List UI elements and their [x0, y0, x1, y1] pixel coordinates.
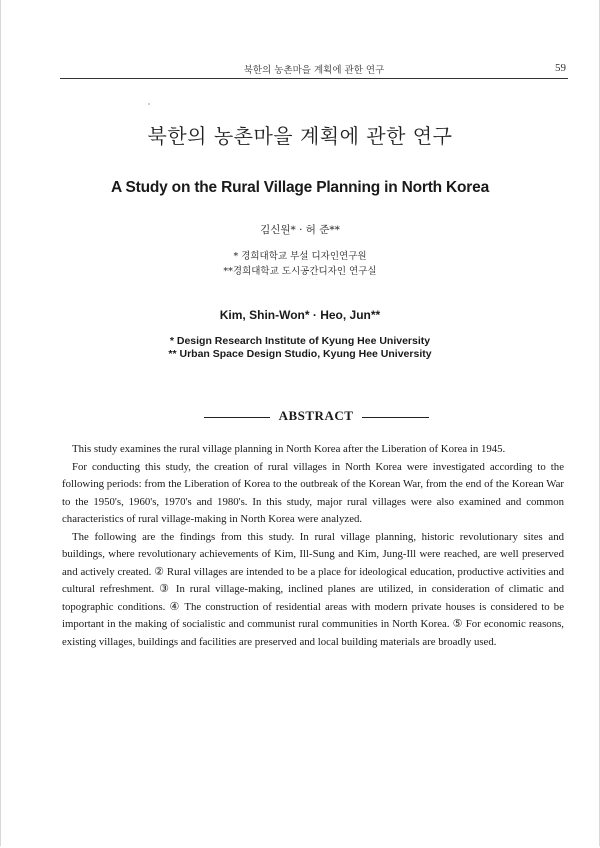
english-affiliation-1: * Design Research Institute of Kyung Hee University: [169, 335, 431, 347]
korean-authors: 김신원* · 허 준**: [260, 224, 340, 236]
english-title: A Study on the Rural Village Planning in North Korea: [110, 179, 489, 196]
abstract-paragraph-1: This study examines the rural village planning in North Korea after the Liberation of Korea in 1945.: [72, 443, 506, 455]
korean-affiliation-1: * 경희대학교 부설 디자인연구원: [233, 251, 367, 262]
korean-title: 북한의 농촌마을 계획에 관한 연구: [147, 124, 453, 148]
english-authors: Kim, Shin-Won* · Heo, Jun**: [219, 308, 381, 322]
abstract-paragraph-2: For conducting this study, the creation of rural villages in North Korea were investigated according to the following periods: from the Liberation of Korea to the outbreak of the Korean War, from the end of the Korean War to the 1950's, 1960's, 1970's and 1980's. In this study, major rural villages were also examined and common characteristics of rural village-making in North Korea were analyzed.: [62, 460, 564, 525]
english-affiliation-2: ** Urban Space Design Studio, Kyung Hee University: [168, 348, 432, 360]
abstract-rule-right: [362, 417, 429, 418]
korean-affiliation-2: **경희대학교 도시공간디자인 연구실: [223, 266, 377, 277]
abstract-heading: ABSTRACT: [278, 408, 354, 423]
running-header: [60, 60, 568, 79]
abstract-body: [62, 441, 564, 651]
page-number: 59: [555, 62, 566, 74]
running-title: 북한의 농촌마을 계획에 관한 연구: [243, 65, 385, 76]
abstract-paragraph-3: The following are the findings from this study. In rural village planning, historic revolutionary sites and buildings, where revolutionary achievements of Kim, Ill-Sung and Kim, Jung-Ill were reached, are well preserved and actively created. ② Rural villages are intended to be a place for ideological education, productive activities and cultural refreshment. ③ In rural village-making, inclined planes are utilized, in consideration of climatic and topographic conditions. ④ The construction of residential areas with modern private houses is considered to be important in the making of socialistic and communist rural communities in North Korea. ⑤ For economic reasons, existing villages, buildings and facilities are preserved and local building materials are broadly used.: [62, 530, 564, 648]
scan-speck: [148, 103, 150, 105]
